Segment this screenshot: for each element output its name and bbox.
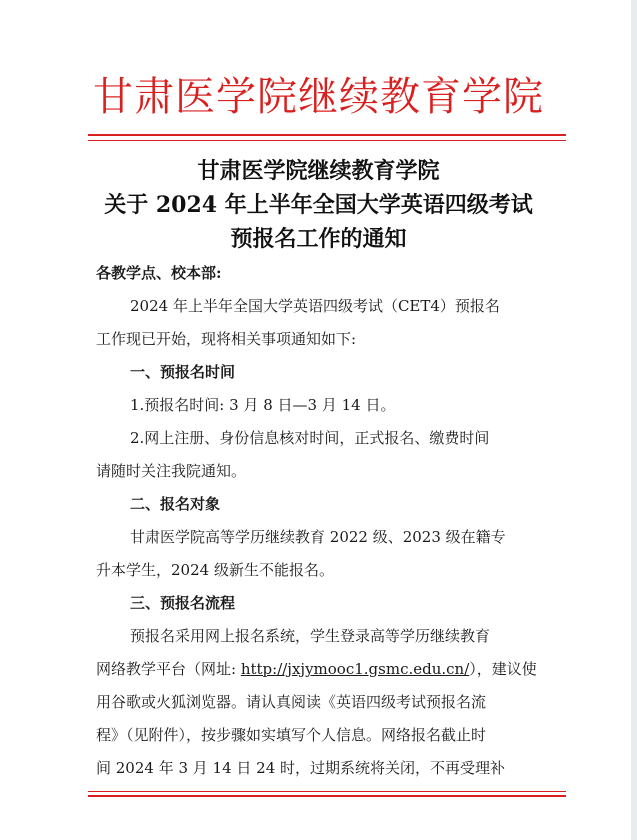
section1-item2-line2: 请随时关注我院通知。: [96, 462, 247, 480]
salutation: 各教学点、校本部:: [96, 264, 222, 282]
section1-item1: 1.预报名时间: 3 月 8 日—3 月 14 日。: [130, 396, 396, 414]
footer-rule-thick: [88, 795, 566, 797]
letterhead-rule-top-thick: [88, 134, 566, 136]
section3-line4: 程》（见附件），按步骤如实填写个人信息。网络报名截止时: [96, 726, 487, 744]
section1-heading: 一、预报名时间: [130, 363, 236, 381]
notice-title-line3: 预报名工作的通知: [230, 226, 407, 252]
section3-line5: 间 2024 年 3 月 14 日 24 时，过期系统将关闭，不再受理补: [96, 759, 506, 777]
section2-line2: 升本学生，2024 级新生不能报名。: [96, 561, 334, 579]
section3-line2: [96, 658, 566, 680]
section1-item2-line1: 2.网上注册、身份信息核对时间，正式报名、缴费时间: [130, 429, 490, 447]
notice-title-line2: 关于 2024 年上半年全国大学英语四级考试: [104, 192, 533, 218]
section3-line3: 用谷歌或火狐浏览器。请认真阅读《英语四级考试预报名流: [96, 693, 487, 711]
section2-line1: 甘肃医学院高等学历继续教育 2022 级、2023 级在籍专: [130, 528, 506, 546]
scroll-edge: [631, 0, 637, 840]
section2-heading: 二、报名对象: [130, 495, 221, 513]
letterhead-org-name: 甘肃医学院继续教育学院: [93, 74, 544, 120]
intro-line-2: 工作现已开始，现将相关事项通知如下:: [96, 330, 357, 348]
section3-line1: 预报名采用网上报名系统，学生登录高等学历继续教育: [130, 627, 491, 645]
section3-line2-suffix: ），建议使: [469, 660, 537, 678]
section3-heading: 三、预报名流程: [130, 594, 236, 612]
section3-line2-prefix: 网络教学平台（网址:: [96, 660, 241, 678]
intro-line-1: 2024 年上半年全国大学英语四级考试（CET4）预报名: [130, 297, 500, 315]
footer-rule-thin: [88, 791, 566, 792]
notice-title-line1: 甘肃医学院继续教育学院: [197, 158, 440, 184]
letterhead-rule-top-thin: [88, 140, 566, 141]
platform-url-link[interactable]: http://jxjymooc1.gsmc.edu.cn/: [240, 660, 470, 678]
